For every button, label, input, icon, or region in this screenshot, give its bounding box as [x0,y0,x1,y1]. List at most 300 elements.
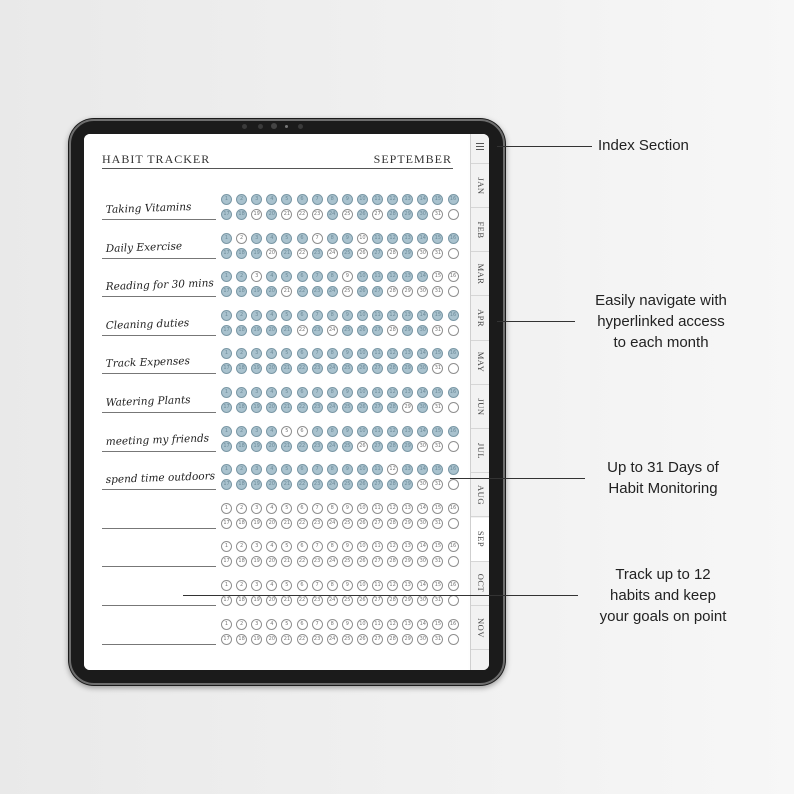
day-checkbox[interactable]: 11 [372,310,383,321]
day-checkbox[interactable]: 24 [327,518,338,529]
day-checkbox[interactable]: 13 [402,464,413,475]
day-checkbox[interactable]: 13 [402,387,413,398]
day-checkbox[interactable]: 10 [357,580,368,591]
day-checkbox[interactable]: 27 [372,363,383,374]
day-checkbox[interactable]: 23 [312,286,323,297]
day-checkbox[interactable]: 29 [402,634,413,645]
day-checkbox[interactable]: 20 [266,479,277,490]
habit-label[interactable]: Watering Plants [105,394,191,409]
day-checkbox[interactable]: 6 [297,387,308,398]
habit-label[interactable]: Daily Exercise [105,239,183,255]
day-checkbox[interactable]: 14 [417,541,428,552]
day-checkbox[interactable]: 8 [327,387,338,398]
day-checkbox[interactable]: 4 [266,233,277,244]
habit-label[interactable]: Track Expenses [105,355,191,371]
day-checkbox[interactable]: 6 [297,580,308,591]
day-checkbox[interactable]: 2 [236,194,247,205]
day-checkbox[interactable]: 11 [372,233,383,244]
day-checkbox[interactable]: 27 [372,556,383,567]
day-checkbox[interactable]: 12 [387,426,398,437]
day-checkbox[interactable]: 7 [312,310,323,321]
day-checkbox[interactable]: 21 [281,634,292,645]
day-checkbox[interactable]: 21 [281,441,292,452]
day-checkbox[interactable]: 21 [281,248,292,259]
day-checkbox[interactable]: 19 [251,248,262,259]
day-checkbox[interactable]: 18 [236,634,247,645]
day-checkbox[interactable]: 15 [432,194,443,205]
day-checkbox[interactable]: 29 [402,209,413,220]
day-checkbox[interactable]: 4 [266,503,277,514]
day-checkbox[interactable]: 15 [432,464,443,475]
day-checkbox[interactable]: 19 [251,518,262,529]
day-checkbox[interactable]: 24 [327,248,338,259]
day-checkbox[interactable]: 3 [251,233,262,244]
day-checkbox[interactable]: 26 [357,209,368,220]
day-checkbox[interactable]: 10 [357,194,368,205]
day-checkbox[interactable]: 3 [251,310,262,321]
day-checkbox[interactable]: 3 [251,619,262,630]
day-checkbox[interactable]: 28 [387,286,398,297]
day-checkbox[interactable]: 5 [281,619,292,630]
tab-mar[interactable] [471,252,489,296]
day-checkbox[interactable]: 14 [417,464,428,475]
day-checkbox[interactable]: 25 [342,248,353,259]
day-checkbox[interactable] [448,595,459,606]
day-checkbox[interactable]: 1 [221,464,232,475]
day-checkbox[interactable]: 18 [236,209,247,220]
day-checkbox[interactable]: 17 [221,518,232,529]
day-checkbox[interactable]: 19 [251,325,262,336]
day-checkbox[interactable]: 10 [357,348,368,359]
day-checkbox[interactable]: 16 [448,619,459,630]
day-checkbox[interactable]: 3 [251,580,262,591]
day-checkbox[interactable]: 20 [266,209,277,220]
day-checkbox[interactable]: 24 [327,402,338,413]
day-checkbox[interactable]: 1 [221,426,232,437]
day-checkbox[interactable]: 4 [266,619,277,630]
day-checkbox[interactable]: 9 [342,194,353,205]
day-checkbox[interactable]: 12 [387,541,398,552]
day-checkbox[interactable]: 21 [281,363,292,374]
day-checkbox[interactable]: 4 [266,541,277,552]
day-checkbox[interactable]: 5 [281,387,292,398]
day-checkbox[interactable]: 13 [402,271,413,282]
day-checkbox[interactable]: 26 [357,556,368,567]
day-checkbox[interactable]: 31 [432,325,443,336]
day-checkbox[interactable]: 12 [387,387,398,398]
day-checkbox[interactable]: 2 [236,426,247,437]
day-checkbox[interactable]: 22 [297,209,308,220]
day-checkbox[interactable] [448,209,459,220]
day-checkbox[interactable]: 15 [432,580,443,591]
day-checkbox[interactable]: 13 [402,503,413,514]
day-checkbox[interactable]: 9 [342,426,353,437]
day-checkbox[interactable]: 15 [432,426,443,437]
day-checkbox[interactable]: 10 [357,503,368,514]
day-checkbox[interactable]: 23 [312,441,323,452]
day-checkbox[interactable]: 9 [342,271,353,282]
day-checkbox[interactable]: 26 [357,595,368,606]
day-checkbox[interactable]: 6 [297,619,308,630]
tab-feb[interactable] [471,208,489,252]
day-checkbox[interactable]: 29 [402,363,413,374]
day-checkbox[interactable]: 16 [448,310,459,321]
day-checkbox[interactable]: 29 [402,286,413,297]
day-checkbox[interactable]: 30 [417,556,428,567]
day-checkbox[interactable]: 20 [266,325,277,336]
day-checkbox[interactable]: 3 [251,387,262,398]
day-checkbox[interactable]: 28 [387,595,398,606]
day-checkbox[interactable]: 24 [327,441,338,452]
day-checkbox[interactable]: 15 [432,619,443,630]
day-checkbox[interactable]: 8 [327,503,338,514]
day-checkbox[interactable]: 9 [342,464,353,475]
day-checkbox[interactable]: 18 [236,248,247,259]
day-checkbox[interactable]: 14 [417,387,428,398]
day-checkbox[interactable]: 30 [417,441,428,452]
day-checkbox[interactable]: 24 [327,634,338,645]
day-checkbox[interactable]: 20 [266,595,277,606]
day-checkbox[interactable]: 24 [327,286,338,297]
day-checkbox[interactable]: 18 [236,325,247,336]
day-checkbox[interactable]: 23 [312,556,323,567]
day-checkbox[interactable]: 10 [357,387,368,398]
day-checkbox[interactable]: 21 [281,556,292,567]
day-checkbox[interactable]: 26 [357,248,368,259]
day-checkbox[interactable]: 22 [297,556,308,567]
day-checkbox[interactable]: 31 [432,209,443,220]
day-checkbox[interactable]: 1 [221,541,232,552]
day-checkbox[interactable]: 16 [448,233,459,244]
day-checkbox[interactable]: 24 [327,325,338,336]
day-checkbox[interactable]: 18 [236,402,247,413]
day-checkbox[interactable]: 6 [297,348,308,359]
day-checkbox[interactable]: 19 [251,402,262,413]
day-checkbox[interactable]: 12 [387,619,398,630]
day-checkbox[interactable]: 9 [342,233,353,244]
habit-label[interactable]: spend time outdoors [105,470,216,487]
day-checkbox[interactable] [448,325,459,336]
day-checkbox[interactable]: 2 [236,541,247,552]
day-checkbox[interactable]: 9 [342,387,353,398]
day-checkbox[interactable]: 28 [387,479,398,490]
day-checkbox[interactable]: 11 [372,387,383,398]
day-checkbox[interactable]: 24 [327,209,338,220]
day-checkbox[interactable]: 8 [327,233,338,244]
day-checkbox[interactable]: 16 [448,464,459,475]
day-checkbox[interactable]: 31 [432,479,443,490]
day-checkbox[interactable]: 22 [297,441,308,452]
day-checkbox[interactable]: 28 [387,556,398,567]
day-checkbox[interactable]: 17 [221,209,232,220]
tab-sep[interactable] [471,518,489,562]
day-checkbox[interactable]: 20 [266,286,277,297]
day-checkbox[interactable]: 24 [327,595,338,606]
day-checkbox[interactable]: 12 [387,503,398,514]
day-checkbox[interactable]: 23 [312,325,323,336]
day-checkbox[interactable]: 1 [221,233,232,244]
day-checkbox[interactable]: 2 [236,387,247,398]
day-checkbox[interactable]: 3 [251,348,262,359]
day-checkbox[interactable]: 8 [327,619,338,630]
day-checkbox[interactable]: 9 [342,348,353,359]
day-checkbox[interactable]: 30 [417,363,428,374]
day-checkbox[interactable]: 27 [372,634,383,645]
day-checkbox[interactable]: 6 [297,233,308,244]
day-checkbox[interactable]: 2 [236,348,247,359]
day-checkbox[interactable]: 29 [402,248,413,259]
day-checkbox[interactable]: 19 [251,286,262,297]
day-checkbox[interactable]: 23 [312,248,323,259]
day-checkbox[interactable]: 21 [281,479,292,490]
day-checkbox[interactable]: 10 [357,233,368,244]
day-checkbox[interactable]: 1 [221,194,232,205]
day-checkbox[interactable]: 7 [312,503,323,514]
day-checkbox[interactable]: 27 [372,286,383,297]
day-checkbox[interactable]: 8 [327,464,338,475]
day-checkbox[interactable]: 30 [417,209,428,220]
day-checkbox[interactable]: 28 [387,325,398,336]
day-checkbox[interactable]: 19 [251,479,262,490]
day-checkbox[interactable]: 20 [266,556,277,567]
day-checkbox[interactable]: 1 [221,348,232,359]
day-checkbox[interactable]: 31 [432,441,443,452]
day-checkbox[interactable]: 23 [312,363,323,374]
day-checkbox[interactable]: 12 [387,310,398,321]
day-checkbox[interactable]: 3 [251,426,262,437]
tab-apr[interactable] [471,297,489,341]
day-checkbox[interactable]: 22 [297,286,308,297]
day-checkbox[interactable]: 17 [221,556,232,567]
day-checkbox[interactable]: 15 [432,387,443,398]
day-checkbox[interactable]: 17 [221,286,232,297]
day-checkbox[interactable]: 14 [417,310,428,321]
day-checkbox[interactable]: 4 [266,580,277,591]
day-checkbox[interactable]: 1 [221,580,232,591]
day-checkbox[interactable]: 14 [417,426,428,437]
day-checkbox[interactable]: 8 [327,426,338,437]
day-checkbox[interactable]: 5 [281,348,292,359]
day-checkbox[interactable]: 25 [342,556,353,567]
day-checkbox[interactable]: 18 [236,479,247,490]
day-checkbox[interactable]: 6 [297,464,308,475]
day-checkbox[interactable]: 26 [357,286,368,297]
day-checkbox[interactable]: 5 [281,233,292,244]
day-checkbox[interactable]: 9 [342,580,353,591]
day-checkbox[interactable]: 3 [251,194,262,205]
day-checkbox[interactable]: 14 [417,271,428,282]
day-checkbox[interactable]: 2 [236,271,247,282]
day-checkbox[interactable]: 14 [417,503,428,514]
day-checkbox[interactable]: 20 [266,248,277,259]
day-checkbox[interactable]: 28 [387,441,398,452]
day-checkbox[interactable]: 19 [251,556,262,567]
day-checkbox[interactable]: 16 [448,426,459,437]
day-checkbox[interactable]: 22 [297,363,308,374]
day-checkbox[interactable]: 29 [402,325,413,336]
day-checkbox[interactable]: 18 [236,286,247,297]
day-checkbox[interactable] [448,363,459,374]
day-checkbox[interactable]: 3 [251,464,262,475]
day-checkbox[interactable]: 30 [417,634,428,645]
day-checkbox[interactable]: 13 [402,426,413,437]
tab-aug[interactable] [471,473,489,517]
tab-may[interactable] [471,341,489,385]
day-checkbox[interactable]: 1 [221,619,232,630]
day-checkbox[interactable]: 26 [357,325,368,336]
day-checkbox[interactable]: 28 [387,402,398,413]
day-checkbox[interactable]: 4 [266,387,277,398]
day-checkbox[interactable]: 17 [221,248,232,259]
habit-label[interactable]: Reading for 30 mins [105,277,214,294]
day-checkbox[interactable]: 20 [266,402,277,413]
day-checkbox[interactable]: 26 [357,402,368,413]
day-checkbox[interactable]: 19 [251,634,262,645]
day-checkbox[interactable]: 18 [236,518,247,529]
day-checkbox[interactable]: 28 [387,248,398,259]
day-checkbox[interactable]: 27 [372,479,383,490]
day-checkbox[interactable]: 7 [312,464,323,475]
day-checkbox[interactable]: 13 [402,580,413,591]
day-checkbox[interactable]: 12 [387,271,398,282]
day-checkbox[interactable]: 10 [357,541,368,552]
day-checkbox[interactable]: 18 [236,441,247,452]
day-checkbox[interactable]: 22 [297,595,308,606]
day-checkbox[interactable]: 4 [266,426,277,437]
day-checkbox[interactable]: 16 [448,194,459,205]
day-checkbox[interactable] [448,441,459,452]
day-checkbox[interactable]: 8 [327,541,338,552]
day-checkbox[interactable]: 7 [312,194,323,205]
day-checkbox[interactable]: 25 [342,441,353,452]
day-checkbox[interactable]: 20 [266,634,277,645]
day-checkbox[interactable]: 14 [417,619,428,630]
day-checkbox[interactable]: 27 [372,518,383,529]
day-checkbox[interactable]: 27 [372,441,383,452]
day-checkbox[interactable]: 7 [312,580,323,591]
habit-label[interactable]: meeting my friends [105,431,210,448]
day-checkbox[interactable]: 21 [281,402,292,413]
day-checkbox[interactable]: 7 [312,233,323,244]
day-checkbox[interactable]: 5 [281,426,292,437]
day-checkbox[interactable]: 4 [266,271,277,282]
day-checkbox[interactable]: 29 [402,402,413,413]
day-checkbox[interactable]: 2 [236,619,247,630]
day-checkbox[interactable]: 1 [221,387,232,398]
day-checkbox[interactable]: 9 [342,619,353,630]
day-checkbox[interactable]: 25 [342,634,353,645]
day-checkbox[interactable]: 11 [372,580,383,591]
day-checkbox[interactable]: 10 [357,271,368,282]
day-checkbox[interactable]: 30 [417,479,428,490]
day-checkbox[interactable]: 7 [312,348,323,359]
day-checkbox[interactable]: 22 [297,479,308,490]
day-checkbox[interactable]: 19 [251,595,262,606]
day-checkbox[interactable]: 26 [357,518,368,529]
day-checkbox[interactable] [448,402,459,413]
day-checkbox[interactable]: 24 [327,479,338,490]
day-checkbox[interactable]: 29 [402,441,413,452]
day-checkbox[interactable]: 25 [342,286,353,297]
day-checkbox[interactable]: 13 [402,348,413,359]
day-checkbox[interactable]: 3 [251,541,262,552]
day-checkbox[interactable]: 2 [236,310,247,321]
day-checkbox[interactable]: 16 [448,541,459,552]
day-checkbox[interactable]: 27 [372,248,383,259]
day-checkbox[interactable]: 17 [221,441,232,452]
day-checkbox[interactable]: 31 [432,363,443,374]
day-checkbox[interactable]: 25 [342,325,353,336]
day-checkbox[interactable] [448,248,459,259]
day-checkbox[interactable]: 20 [266,363,277,374]
day-checkbox[interactable]: 15 [432,271,443,282]
day-checkbox[interactable]: 27 [372,402,383,413]
day-checkbox[interactable]: 21 [281,286,292,297]
day-checkbox[interactable]: 29 [402,518,413,529]
day-checkbox[interactable]: 31 [432,634,443,645]
day-checkbox[interactable]: 2 [236,503,247,514]
tab-jan[interactable] [471,164,489,208]
day-checkbox[interactable]: 17 [221,325,232,336]
day-checkbox[interactable]: 17 [221,402,232,413]
day-checkbox[interactable]: 5 [281,271,292,282]
day-checkbox[interactable]: 13 [402,194,413,205]
day-checkbox[interactable]: 3 [251,271,262,282]
day-checkbox[interactable]: 14 [417,233,428,244]
day-checkbox[interactable]: 13 [402,233,413,244]
day-checkbox[interactable]: 16 [448,387,459,398]
day-checkbox[interactable]: 29 [402,479,413,490]
day-checkbox[interactable]: 16 [448,580,459,591]
day-checkbox[interactable]: 26 [357,363,368,374]
day-checkbox[interactable]: 7 [312,271,323,282]
day-checkbox[interactable]: 11 [372,503,383,514]
day-checkbox[interactable]: 23 [312,209,323,220]
day-checkbox[interactable]: 11 [372,464,383,475]
day-checkbox[interactable]: 30 [417,325,428,336]
day-checkbox[interactable]: 13 [402,619,413,630]
day-checkbox[interactable]: 30 [417,518,428,529]
day-checkbox[interactable]: 31 [432,402,443,413]
day-checkbox[interactable]: 14 [417,348,428,359]
day-checkbox[interactable]: 23 [312,634,323,645]
day-checkbox[interactable]: 25 [342,363,353,374]
day-checkbox[interactable]: 26 [357,441,368,452]
day-checkbox[interactable]: 17 [221,479,232,490]
day-checkbox[interactable]: 23 [312,518,323,529]
day-checkbox[interactable]: 4 [266,464,277,475]
day-checkbox[interactable]: 6 [297,310,308,321]
day-checkbox[interactable]: 9 [342,541,353,552]
tab-jul[interactable] [471,429,489,473]
day-checkbox[interactable]: 12 [387,233,398,244]
day-checkbox[interactable]: 26 [357,479,368,490]
day-checkbox[interactable]: 31 [432,518,443,529]
day-checkbox[interactable] [448,634,459,645]
day-checkbox[interactable]: 28 [387,634,398,645]
day-checkbox[interactable]: 21 [281,518,292,529]
day-checkbox[interactable]: 11 [372,194,383,205]
day-checkbox[interactable]: 5 [281,541,292,552]
day-checkbox[interactable]: 22 [297,518,308,529]
day-checkbox[interactable]: 12 [387,464,398,475]
day-checkbox[interactable]: 17 [221,634,232,645]
tab-index[interactable] [471,134,489,164]
day-checkbox[interactable]: 9 [342,503,353,514]
day-checkbox[interactable]: 10 [357,426,368,437]
day-checkbox[interactable]: 12 [387,194,398,205]
day-checkbox[interactable]: 22 [297,248,308,259]
